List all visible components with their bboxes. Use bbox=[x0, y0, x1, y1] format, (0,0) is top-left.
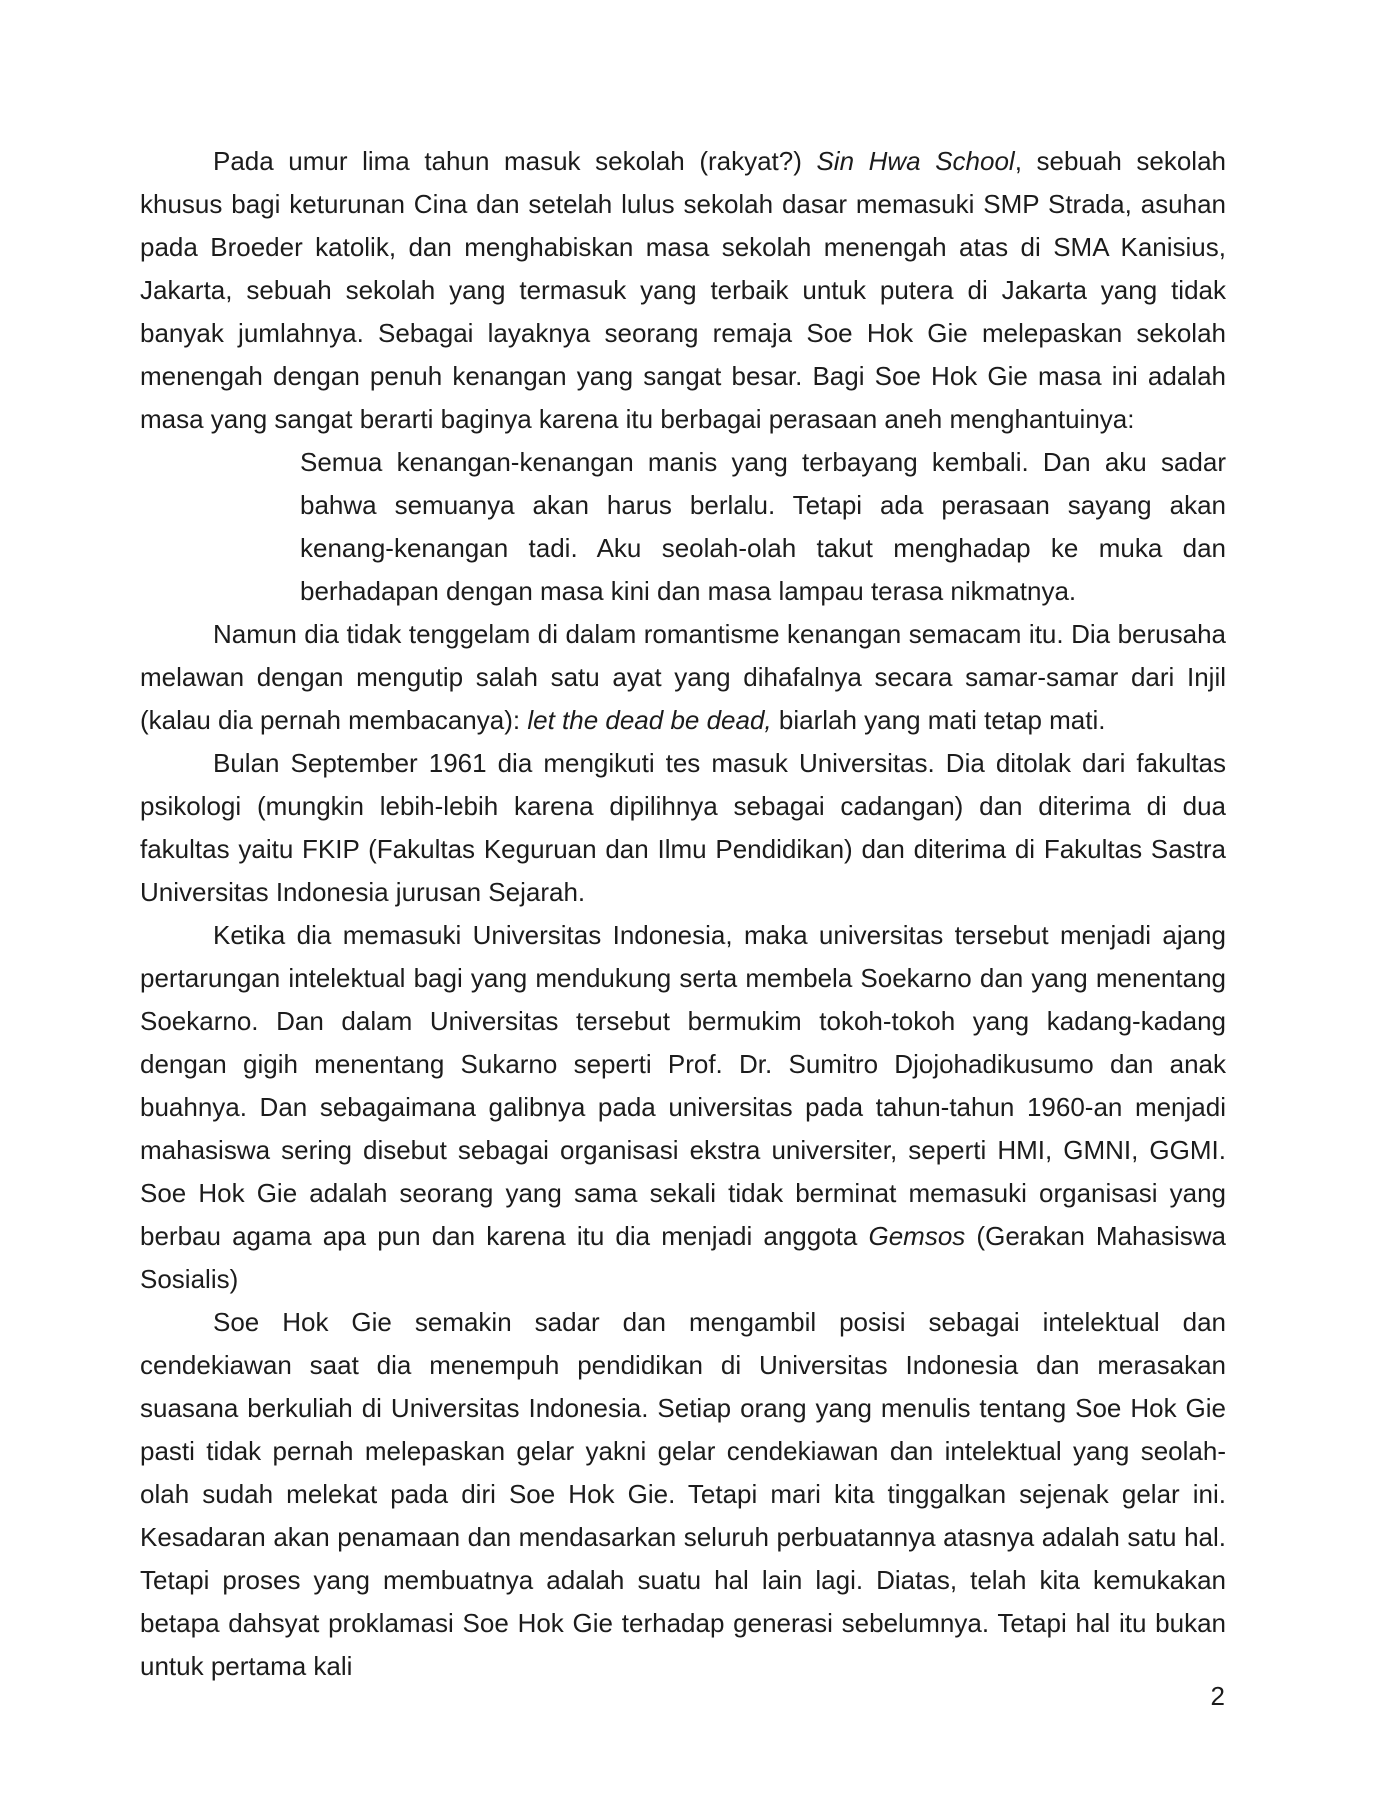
page-number-label: 2 bbox=[1210, 1681, 1225, 1711]
paragraph bbox=[140, 613, 1226, 742]
paragraph bbox=[140, 914, 1226, 1301]
paragraph bbox=[140, 140, 1226, 441]
text-run: let the dead be dead, bbox=[527, 705, 772, 735]
text-run: Bulan September 1961 dia mengikuti tes masuk Universitas. Dia ditolak dari fakultas psikologi (mungkin lebih-lebih karena dipilihnya sebagai cadangan) dan diterima di dua fakultas yaitu FKIP (Fakultas Keguruan dan Ilmu Pendidikan) dan diterima di Fakultas Sastra Universitas Indonesia jurusan Sejarah. bbox=[140, 748, 1226, 907]
text-run: Gemsos bbox=[868, 1221, 966, 1251]
paragraph bbox=[140, 742, 1226, 914]
block-quote bbox=[300, 441, 1226, 613]
text-run: Semua kenangan-kenangan manis yang terbayang kembali. Dan aku sadar bahwa semuanya akan harus berlalu. Tetapi ada perasaan sayang akan kenang-kenangan tadi. Aku seolah-olah takut menghadap ke muka dan berhadapan dengan masa kini dan masa lampau terasa nikmatnya. bbox=[300, 447, 1226, 606]
text-run: Sin Hwa School bbox=[816, 146, 1015, 176]
paragraph bbox=[140, 1301, 1226, 1688]
text-area bbox=[140, 140, 1226, 1688]
text-run: Soe Hok Gie semakin sadar dan mengambil posisi sebagai intelektual dan cendekiawan saat dia menempuh pendidikan di Universitas Indonesia dan merasakan suasana berkuliah di Universitas Indonesia. Setiap orang yang menulis tentang Soe Hok Gie pasti tidak pernah melepaskan gelar yakni gelar cendekiawan dan intelektual yang seolah-olah sudah melekat pada diri Soe Hok Gie. Tetapi mari kita tinggalkan sejenak gelar ini. Kesadaran akan penamaan dan mendasarkan seluruh perbuatannya atasnya adalah satu hal. Tetapi proses yang membuatnya adalah suatu hal lain lagi. Diatas, telah kita kemukakan betapa dahsyat proklamasi Soe Hok Gie terhadap generasi sebelumnya. Tetapi hal itu bukan untuk pertama kali bbox=[140, 1307, 1226, 1681]
text-run: Namun dia tidak tenggelam di dalam romantisme kenangan semacam itu. Dia berusaha melawan dengan mengutip salah satu ayat yang dihafalnya secara samar-samar dari Injil (kalau dia pernah membacanya): bbox=[140, 619, 1226, 735]
text-run: Ketika dia memasuki Universitas Indonesia, maka universitas tersebut menjadi ajang pertarungan intelektual bagi yang mendukung serta membela Soekarno dan yang menentang Soekarno. Dan dalam Universitas tersebut bermukim tokoh-tokoh yang kadang-kadang dengan gigih menentang Sukarno seperti Prof. Dr. Sumitro Djojohadikusumo dan anak buahnya. Dan sebagaimana galibnya pada universitas pada tahun-tahun 1960-an menjadi mahasiswa sering disebut sebagai organisasi ekstra universiter, seperti HMI, GMNI, GGMI. Soe Hok Gie adalah seorang yang sama sekali tidak berminat memasuki organisasi yang berbau agama apa pun dan karena itu dia menjadi anggota bbox=[140, 920, 1226, 1251]
text-run: biarlah yang mati tetap mati. bbox=[771, 705, 1106, 735]
text-run: , sebuah sekolah khusus bagi keturunan Cina dan setelah lulus sekolah dasar memasuki SMP Strada, asuhan pada Broeder katolik, dan menghabiskan masa sekolah menengah atas di SMA Kanisius, Jakarta, sebuah sekolah yang termasuk yang terbaik untuk putera di Jakarta yang tidak banyak jumlahnya. Sebagai layaknya seorang remaja Soe Hok Gie melepaskan sekolah menengah dengan penuh kenangan yang sangat besar. Bagi Soe Hok Gie masa ini adalah masa yang sangat berarti baginya karena itu berbagai perasaan aneh menghantuinya: bbox=[140, 146, 1226, 434]
text-run: Pada umur lima tahun masuk sekolah (rakyat?) bbox=[213, 146, 817, 176]
text-run: (Gerakan Mahasiswa Sosialis) bbox=[140, 1221, 1226, 1294]
